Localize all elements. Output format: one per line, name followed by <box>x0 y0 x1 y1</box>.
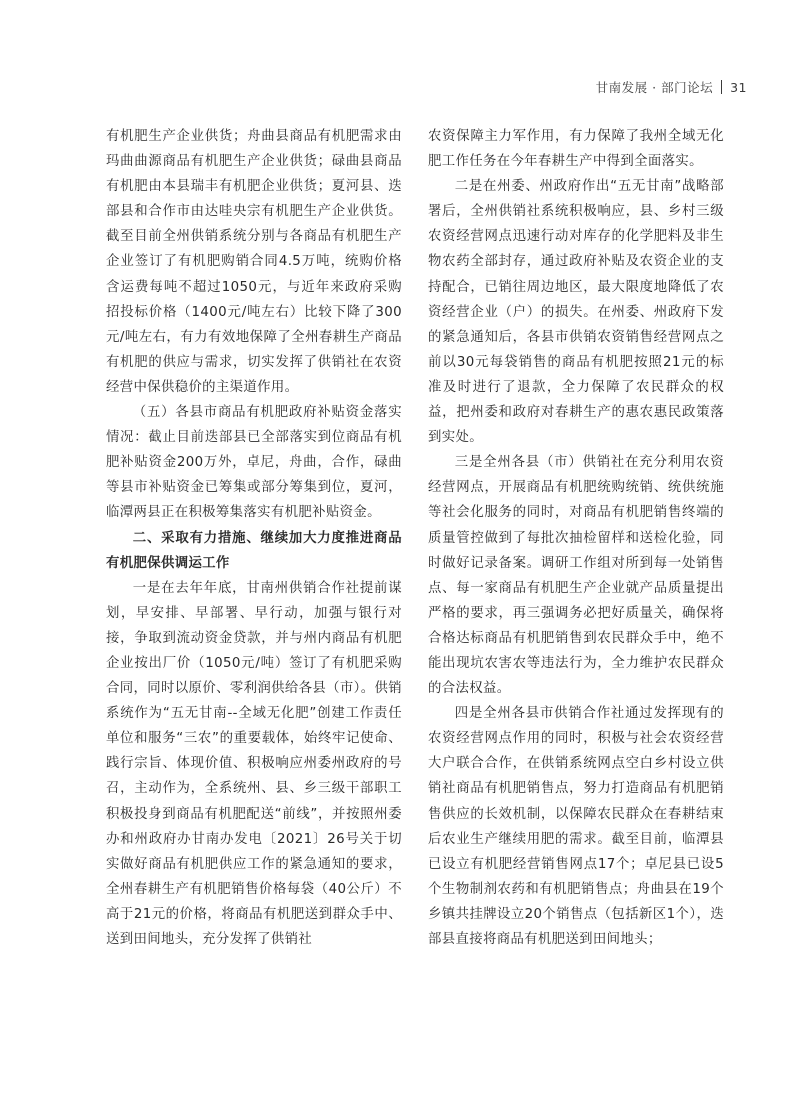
paragraph: 二是在州委、州政府作出“五无甘南”战略部署后，全州供销社系统积极响应，县、乡村三级农资经营网点迅速行动对库存的化学肥料及非生物农药全部封存，通过政府补贴及农资企业的支持配合，已销往周边地区，最大限度地降低了农资经营企业（户）的损失。在州委、州政府下发的紧急通知后，各县市供销农资销售经营网点之前以30元每袋销售的商品有机肥按照21元的标准及时进行了退款，全力保障了农民群众的权益，把州委和政府对春耕生产的惠农惠民政策落到实处。 <box>428 179 724 446</box>
header-divider <box>721 80 722 94</box>
paragraph: 一是在去年年底，甘南州供销合作社提前谋划，早安排、早部署、早行动，加强与银行对接，争取到流动资金贷款，并与州内商品有机肥企业按出厂价（1050元/吨）签订了有机肥采购合同，同时以原价、零利润供给各县（市）。供销系统作为“五无甘南--全域无化肥”创建工作责任单位和服务“三农”的重要载体，始终牢记使命、践行宗旨、体现价值、积极响应州委州政府的号召，主动作为，全系统州、县、乡三级干部职工积极投身到商品有机肥配送“前线”，并按照州委办和州政府办甘南办发电〔2021〕26号关于切实做好商品有机肥供应工作的紧急通知的要求，全州春耕生产有机肥销售价格每袋（40公斤）不高于21元的价格，将商品有机肥送到群众手中、送到田间地头，充分发挥了供销社 <box>106 580 402 947</box>
page-number: 31 <box>730 79 747 95</box>
right-column <box>428 124 724 952</box>
running-title: 甘南发展 · 部门论坛 <box>595 80 714 95</box>
paragraph: 三是全州各县（市）供销社在充分利用农资经营网点，开展商品有机肥统购统销、统供统施等社会化服务的同时，对商品有机肥销售终端的质量管控做到了每批次抽检留样和送检化验，同时做好记录备案。调研工作组对所到每一处销售点、每一家商品有机肥生产企业就产品质量提出严格的要求，再三强调务必把好质量关，确保将合格达标商品有机肥销售到农民群众手中，绝不能出现坑农害农等违法行为，全力维护农民群众的合法权益。 <box>428 455 724 697</box>
left-column <box>106 124 402 952</box>
paragraph: 有机肥生产企业供货；舟曲县商品有机肥需求由玛曲曲源商品有机肥生产企业供货；碌曲县商品有机肥由本县瑞丰有机肥企业供货；夏河县、迭部县和合作市由达哇央宗有机肥生产企业供货。截至目前全州供销系统分别与各商品有机肥生产企业签订了有机肥购销合同4.5万吨，统购价格含运费每吨不超过1050元，与近年来政府采购招投标价格（1400元/吨左右）比较下降了300元/吨左右，有力有效地保障了全州春耕生产商品有机肥的供应与需求，切实发挥了供销社在农资经营中保供稳价的主渠道作用。 <box>106 129 402 395</box>
page-header <box>596 78 747 96</box>
section-heading: 二、采取有力措施、继续加大力度推进商品有机肥保供调运工作 <box>106 530 402 571</box>
paragraph: 农资保障主力军作用，有力保障了我州全域无化肥工作任务在今年春耕生产中得到全面落实。 <box>428 129 724 170</box>
paragraph: （五）各县市商品有机肥政府补贴资金落实情况：截止目前迭部县已全部落实到位商品有机肥补贴资金200万外，卓尼，舟曲，合作，碌曲等县市补贴资金已筹集或部分筹集到位，夏河，临潭两县正在积极筹集落实有机肥补贴资金。 <box>106 405 402 521</box>
paragraph: 四是全州各县市供销合作社通过发挥现有的农资经营网点作用的同时，积极与社会农资经营大户联合合作，在供销系统网点空白乡村设立供销社商品有机肥销售点，努力打造商品有机肥销售供应的长效机制，以保障农民群众在春耕结束后农业生产继续用肥的需求。截至目前，临潭县已设立有机肥经营销售网点17个；卓尼县已设5个生物制剂农药和有机肥销售点；舟曲县在19个乡镇共挂牌设立20个销售点（包括新区1个），迭部县直接将商品有机肥送到田间地头； <box>428 706 724 947</box>
